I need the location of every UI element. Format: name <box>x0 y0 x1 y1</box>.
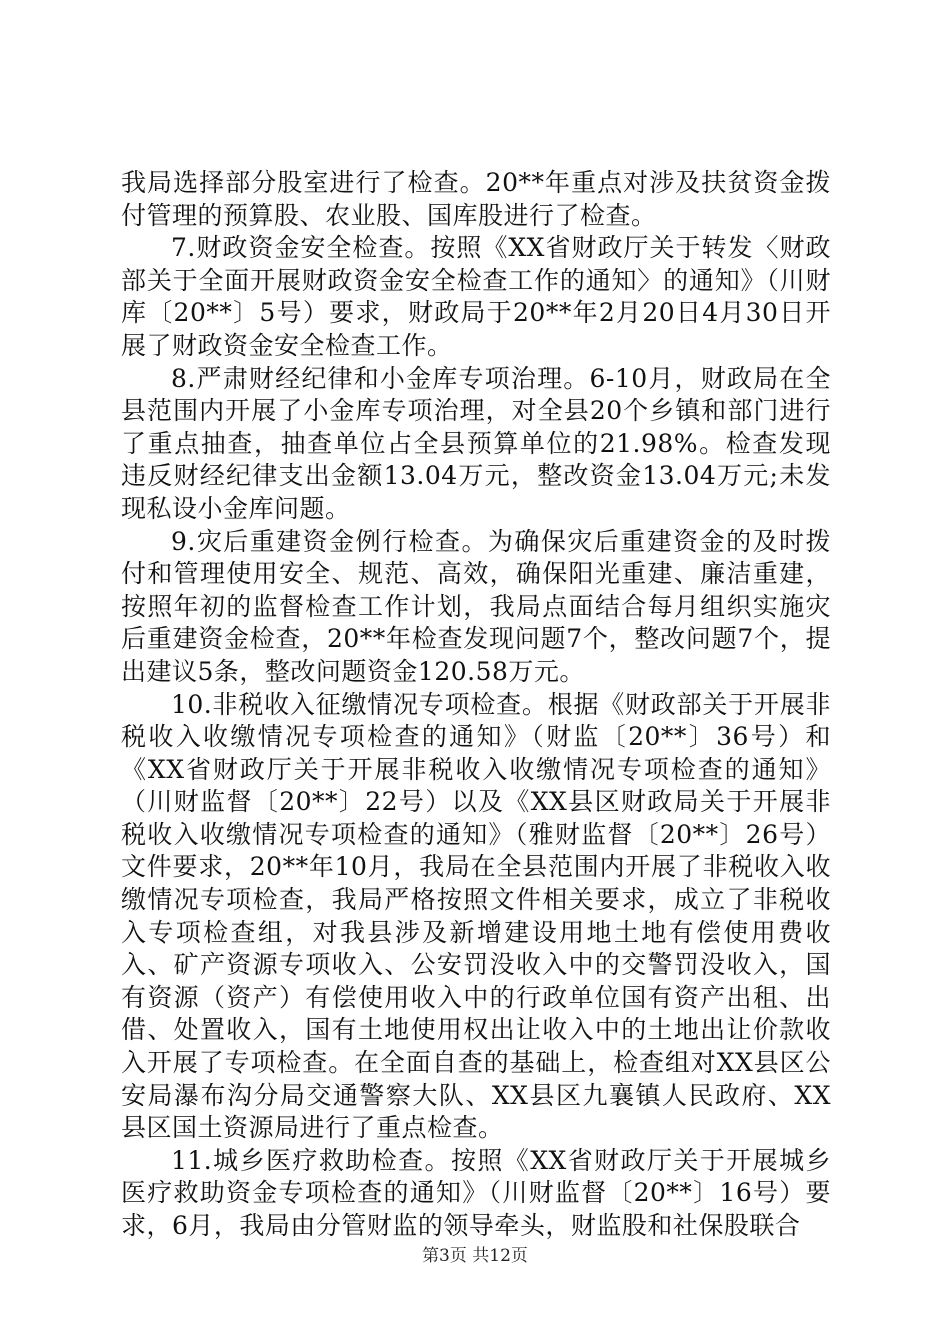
paragraph-item-9: 9.灾后重建资金例行检查。为确保灾后重建资金的及时拨付和管理使用安全、规范、高效，确保阳光重建、廉洁重建，按照年初的监督检查工作计划，我局点面结合每月组织实施灾后重建资金检查，20**年检查发现问题7个，整改问题7个，提出建议5条，整改问题资金120.58万元。 <box>121 526 831 686</box>
document-body <box>121 167 831 1243</box>
page-number-footer: 第3页 共12页 <box>422 1246 528 1266</box>
paragraph-item-11: 11.城乡医疗救助检查。按照《XX省财政厅关于开展城乡医疗救助资金专项检查的通知》（川财监督〔20**〕16号）要求，6月，我局由分管财监的领导牵头，财监股和社保股联合 <box>121 1145 831 1240</box>
paragraph-item-7: 7.财政资金安全检查。按照《XX省财政厅关于转发〈财政部关于全面开展财政资金安全检查工作的通知〉的通知》（川财库〔20**〕5号）要求，财政局于20**年2月20日4月30日开展了财政资金安全检查工作。 <box>121 233 831 360</box>
paragraph-continuation: 我局选择部分股室进行了检查。20**年重点对涉及扶贫资金拨付管理的预算股、农业股、国库股进行了检查。 <box>121 168 831 230</box>
paragraph-item-8: 8.严肃财经纪律和小金库专项治理。6-10月，财政局在全县范围内开展了小金库专项治理，对全县20个乡镇和部门进行了重点抽查，抽查单位占全县预算单位的21.98%。检查发现违反财经纪律支出金额13.04万元，整改资金13.04万元;未发现私设小金库问题。 <box>121 363 831 523</box>
paragraph-item-10: 10.非税收入征缴情况专项检查。根据《财政部关于开展非税收入收缴情况专项检查的通知》（财监〔20**〕36号）和《XX省财政厅关于开展非税收入收缴情况专项检查的通知》（川财监督〔20**〕22号）以及《XX县区财政局关于开展非税收入收缴情况专项检查的通知》（雅财监督〔20**〕26号）文件要求，20**年10月，我局在全县范围内开展了非税收入收缴情况专项检查，我局严格按照文件相关要求，成立了非税收入专项检查组，对我县涉及新增建设用地土地有偿使用费收入、矿产资源专项收入、公安罚没收入中的交警罚没收入，国有资源（资产）有偿使用收入中的行政单位国有资产出租、出借、处置收入，国有土地使用权出让收入中的土地出让价款收入开展了专项检查。在全面自查的基础上，检查组对XX县区公安局瀑布沟分局交通警察大队、XX县区九襄镇人民政府、XX县区国土资源局进行了重点检查。 <box>121 689 831 1143</box>
